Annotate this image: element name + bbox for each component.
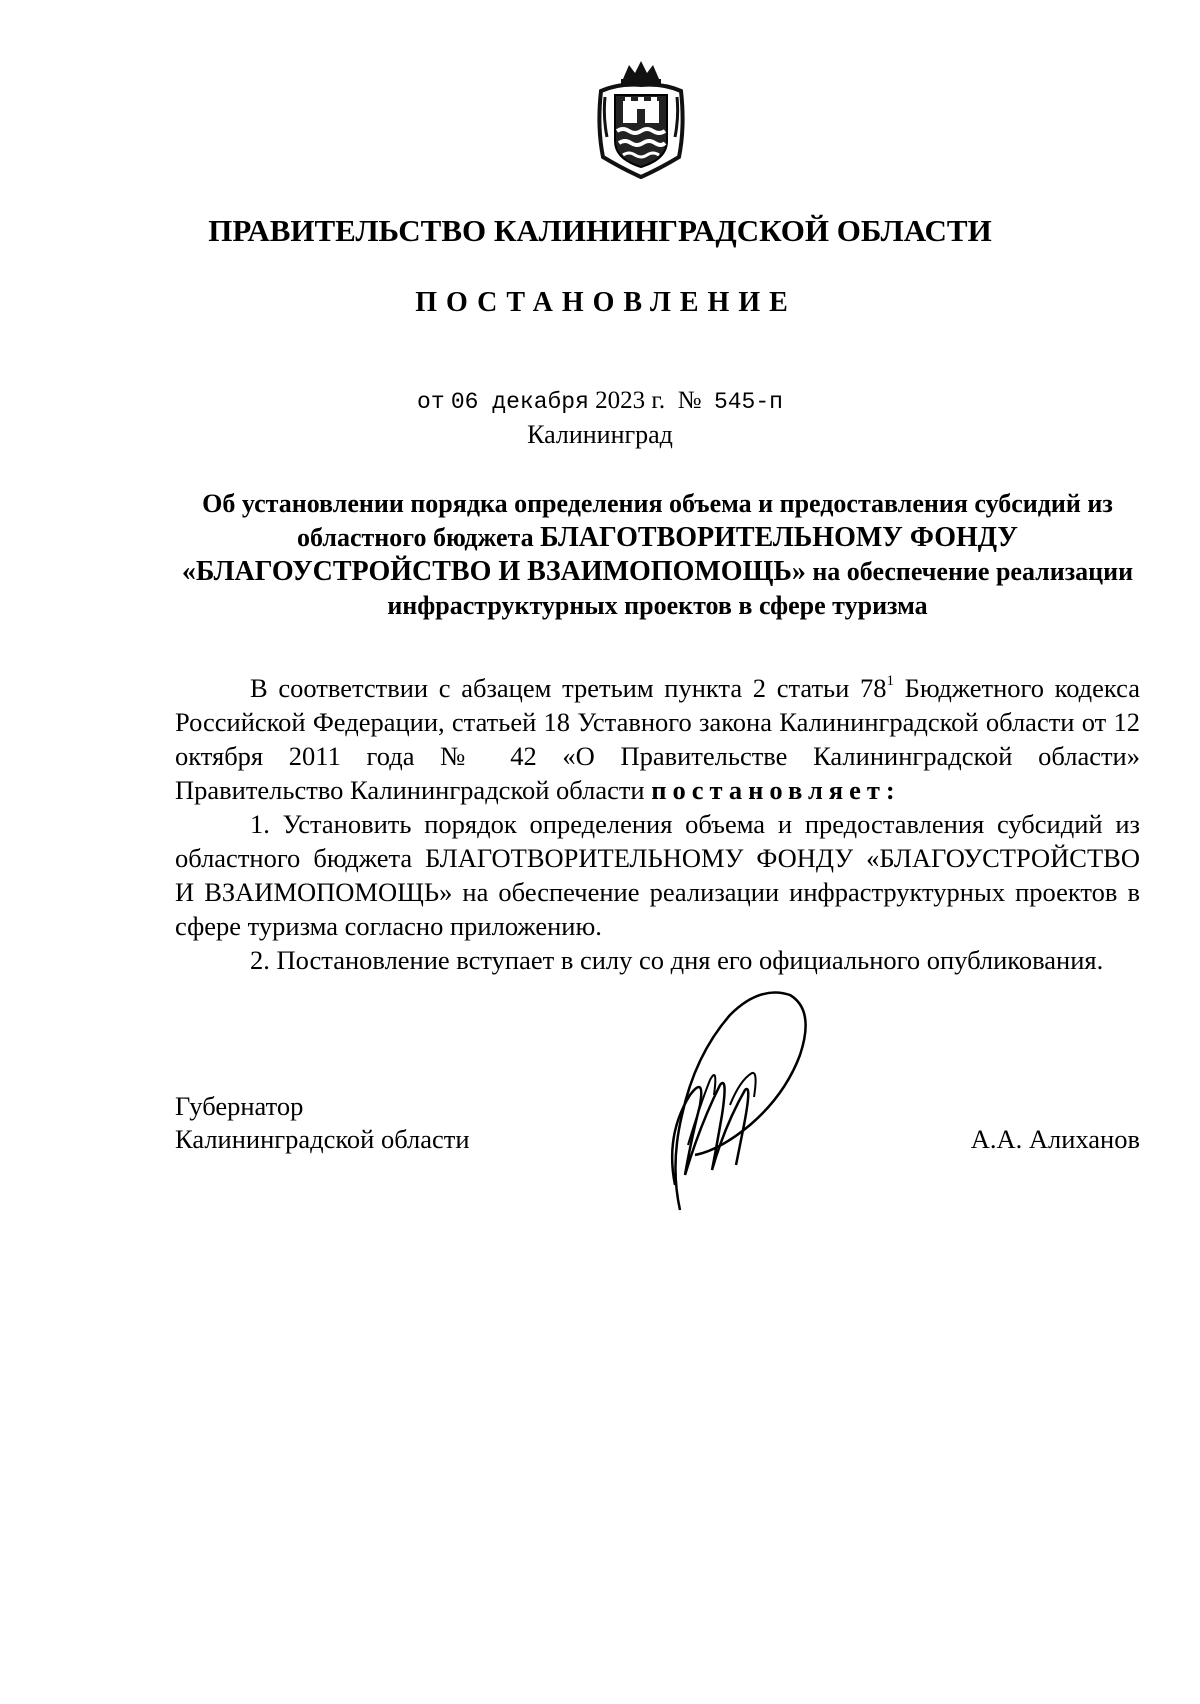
body-paragraph-item-2: 2. Постановление вступает в силу со дня его официального опубликования. xyxy=(250,945,1104,975)
coat-of-arms-icon xyxy=(593,57,689,179)
decree-word: постановляет: xyxy=(651,775,901,805)
subject-part-3: на обеспечение реализации инфраструктурных проектов в сфере туризма xyxy=(387,557,1134,620)
signer-title xyxy=(175,1090,470,1156)
document-number: 545-п xyxy=(713,389,783,415)
document-body xyxy=(175,671,1140,977)
preamble-text-b: Бюджетного кодекса Российской Федерации, статьей 18 Уставного закона Калининградской области от 12 октября 2011 года № 42 «О Правительстве Калининградской области» Правительство Калининградской области xyxy=(175,673,1140,805)
signer-title-line-1: Губернатор xyxy=(175,1091,304,1121)
document-city: Калининград xyxy=(527,420,673,449)
body-paragraph-item-1: 1. Установить порядок определения объема и предоставления субсидий из областного бюджета БЛАГОТВОРИТЕЛЬНОМУ ФОНДУ «БЛАГОУСТРОЙСТВО И ВЗАИМОПОМОЩЬ» на обеспечение реализации инфраструктурных проектов в сфере туризма согласно приложению. xyxy=(175,809,1140,941)
preamble-text-a: В соответствии с абзацем третьим пункта 2 статьи 78 xyxy=(250,673,887,703)
body-paragraph-preamble xyxy=(175,671,1140,807)
signer-title-line-2: Калининградской области xyxy=(175,1124,470,1154)
government-title: ПРАВИТЕЛЬСТВО КАЛИНИНГРАДСКОЙ ОБЛАСТИ xyxy=(208,213,992,248)
document-dateline xyxy=(0,387,1200,415)
document-type-title: ПОСТАНОВЛЕНИЕ xyxy=(415,287,797,318)
date-prefix: от xyxy=(417,389,445,415)
number-sign: № xyxy=(677,387,702,414)
date-year: 2023 г. xyxy=(595,387,666,414)
document-subject xyxy=(170,487,1145,623)
handwritten-signature-icon xyxy=(640,985,820,1220)
signer-name: А.А. Алиханов xyxy=(970,1124,1140,1154)
subject-part-1: Об установлении порядка определения объема и предоставления субсидий из областного бюджета xyxy=(202,489,1113,552)
date-day-month: 06 декабря xyxy=(450,389,589,415)
subject-fund-name: БЛАГОТВОРИТЕЛЬНОМУ ФОНДУ «БЛАГОУСТРОЙСТВО И ВЗАИМОПОМОЩЬ» xyxy=(181,522,1018,587)
article-superscript: 1 xyxy=(886,673,894,689)
